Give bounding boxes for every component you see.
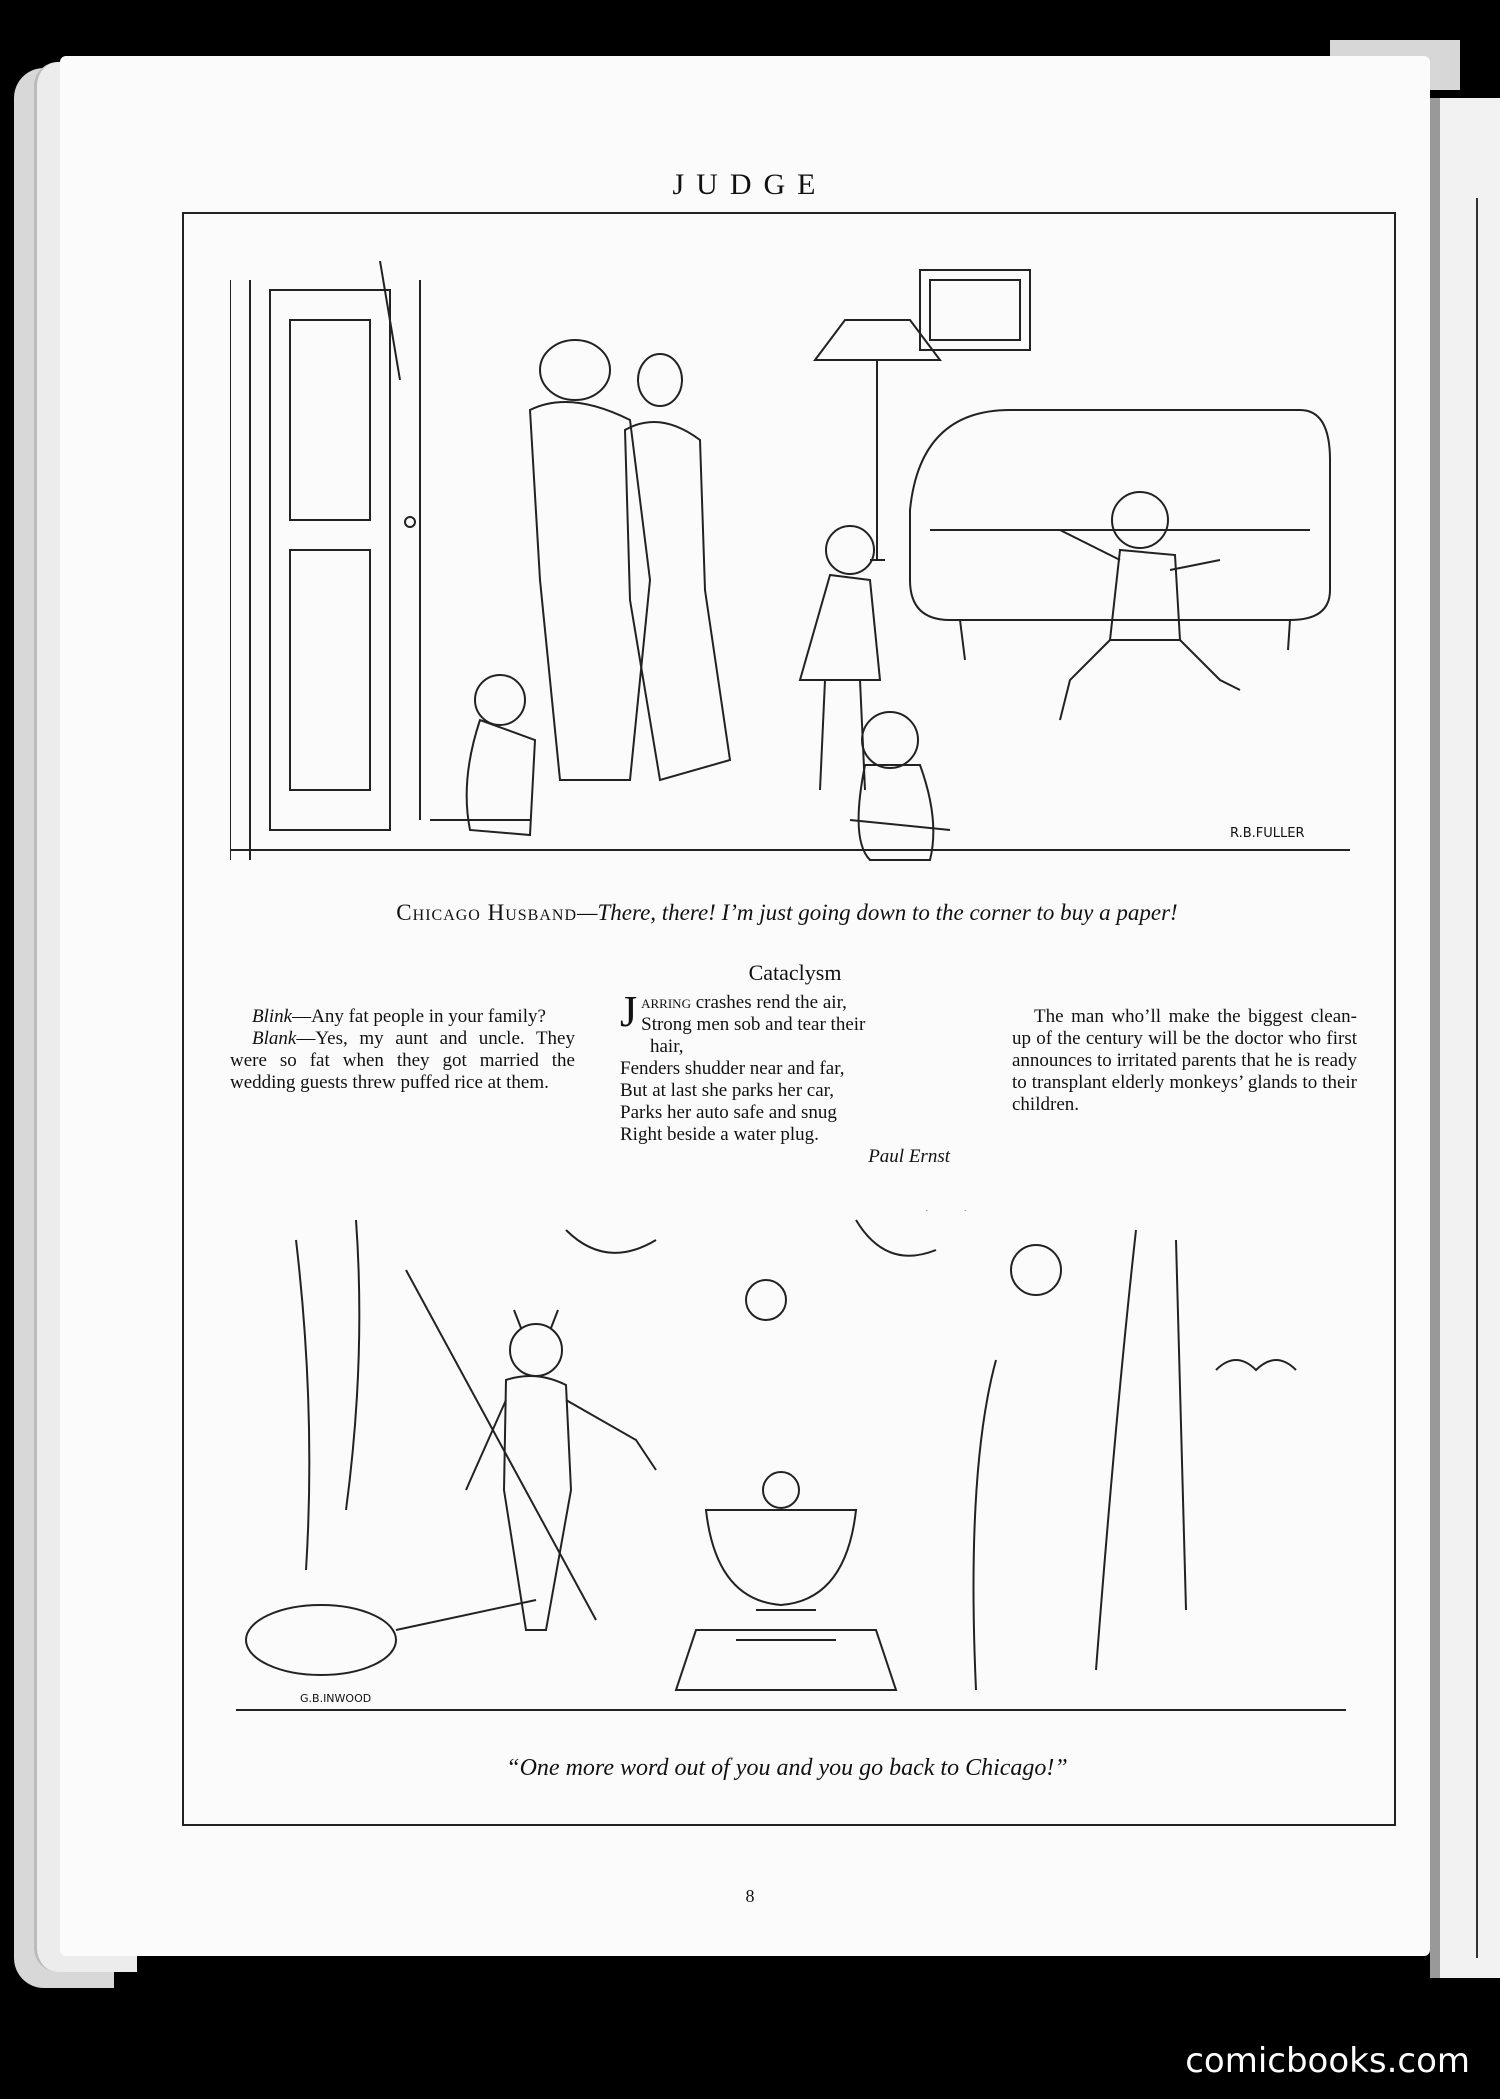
poem-dropcap: J bbox=[620, 987, 638, 1036]
joke-left-speaker-2: Blank bbox=[252, 1028, 297, 1049]
site-watermark: comicbooks.com bbox=[1185, 2041, 1470, 2081]
joke-left bbox=[230, 1006, 575, 1094]
cartoon-top-illustration bbox=[230, 260, 1350, 870]
poem-line: Strong men sob and tear their bbox=[641, 1014, 866, 1035]
poem-line: Fenders shudder near and far, bbox=[620, 1058, 845, 1079]
cartoon-bottom-caption: “One more word out of you and you go back to Chicago!” bbox=[506, 1755, 1068, 1781]
caption-speaker: Chicago Husband bbox=[396, 900, 578, 925]
caption-text: —There, there! I’m just going down to the corner to buy a paper! bbox=[577, 900, 1178, 925]
masthead: JUDGE bbox=[672, 168, 828, 201]
poem-title: Cataclysm bbox=[748, 960, 842, 985]
poem bbox=[620, 962, 970, 1168]
cartoon-bottom-illustration bbox=[236, 1210, 1346, 1740]
joke-left-text-1: —Any fat people in your family? bbox=[292, 1006, 546, 1027]
joke-right: The man who’ll make the biggest clean-up of the century will be the doctor who first announces to irritated parents that he is ready to transplant elderly monkeys’ glands to their children. bbox=[1012, 1006, 1357, 1115]
facing-page-edge bbox=[1430, 98, 1500, 1978]
joke-left-speaker-1: Blink bbox=[252, 1006, 293, 1027]
joke-left-text-2: —Yes, my aunt and uncle. They were so fat when they got married the wedding guests threw puffed rice at them. bbox=[230, 1028, 575, 1093]
poem-author: Paul Ernst bbox=[868, 1146, 950, 1167]
poem-first-word: arring bbox=[641, 992, 691, 1013]
cartoon-bottom-signature: G.B.INWOOD bbox=[300, 1692, 372, 1705]
poem-line: hair, bbox=[650, 1036, 684, 1057]
cartoon-top-signature: R.B.FULLER bbox=[1230, 826, 1305, 841]
poem-line: Parks her auto safe and snug bbox=[620, 1102, 837, 1123]
poem-line: Right beside a water plug. bbox=[620, 1124, 819, 1145]
poem-line: crashes rend the air, bbox=[690, 992, 847, 1013]
page-number: 8 bbox=[745, 1886, 755, 1906]
cartoon-top-caption bbox=[182, 900, 1392, 926]
poem-line: But at last she parks her car, bbox=[620, 1080, 834, 1101]
